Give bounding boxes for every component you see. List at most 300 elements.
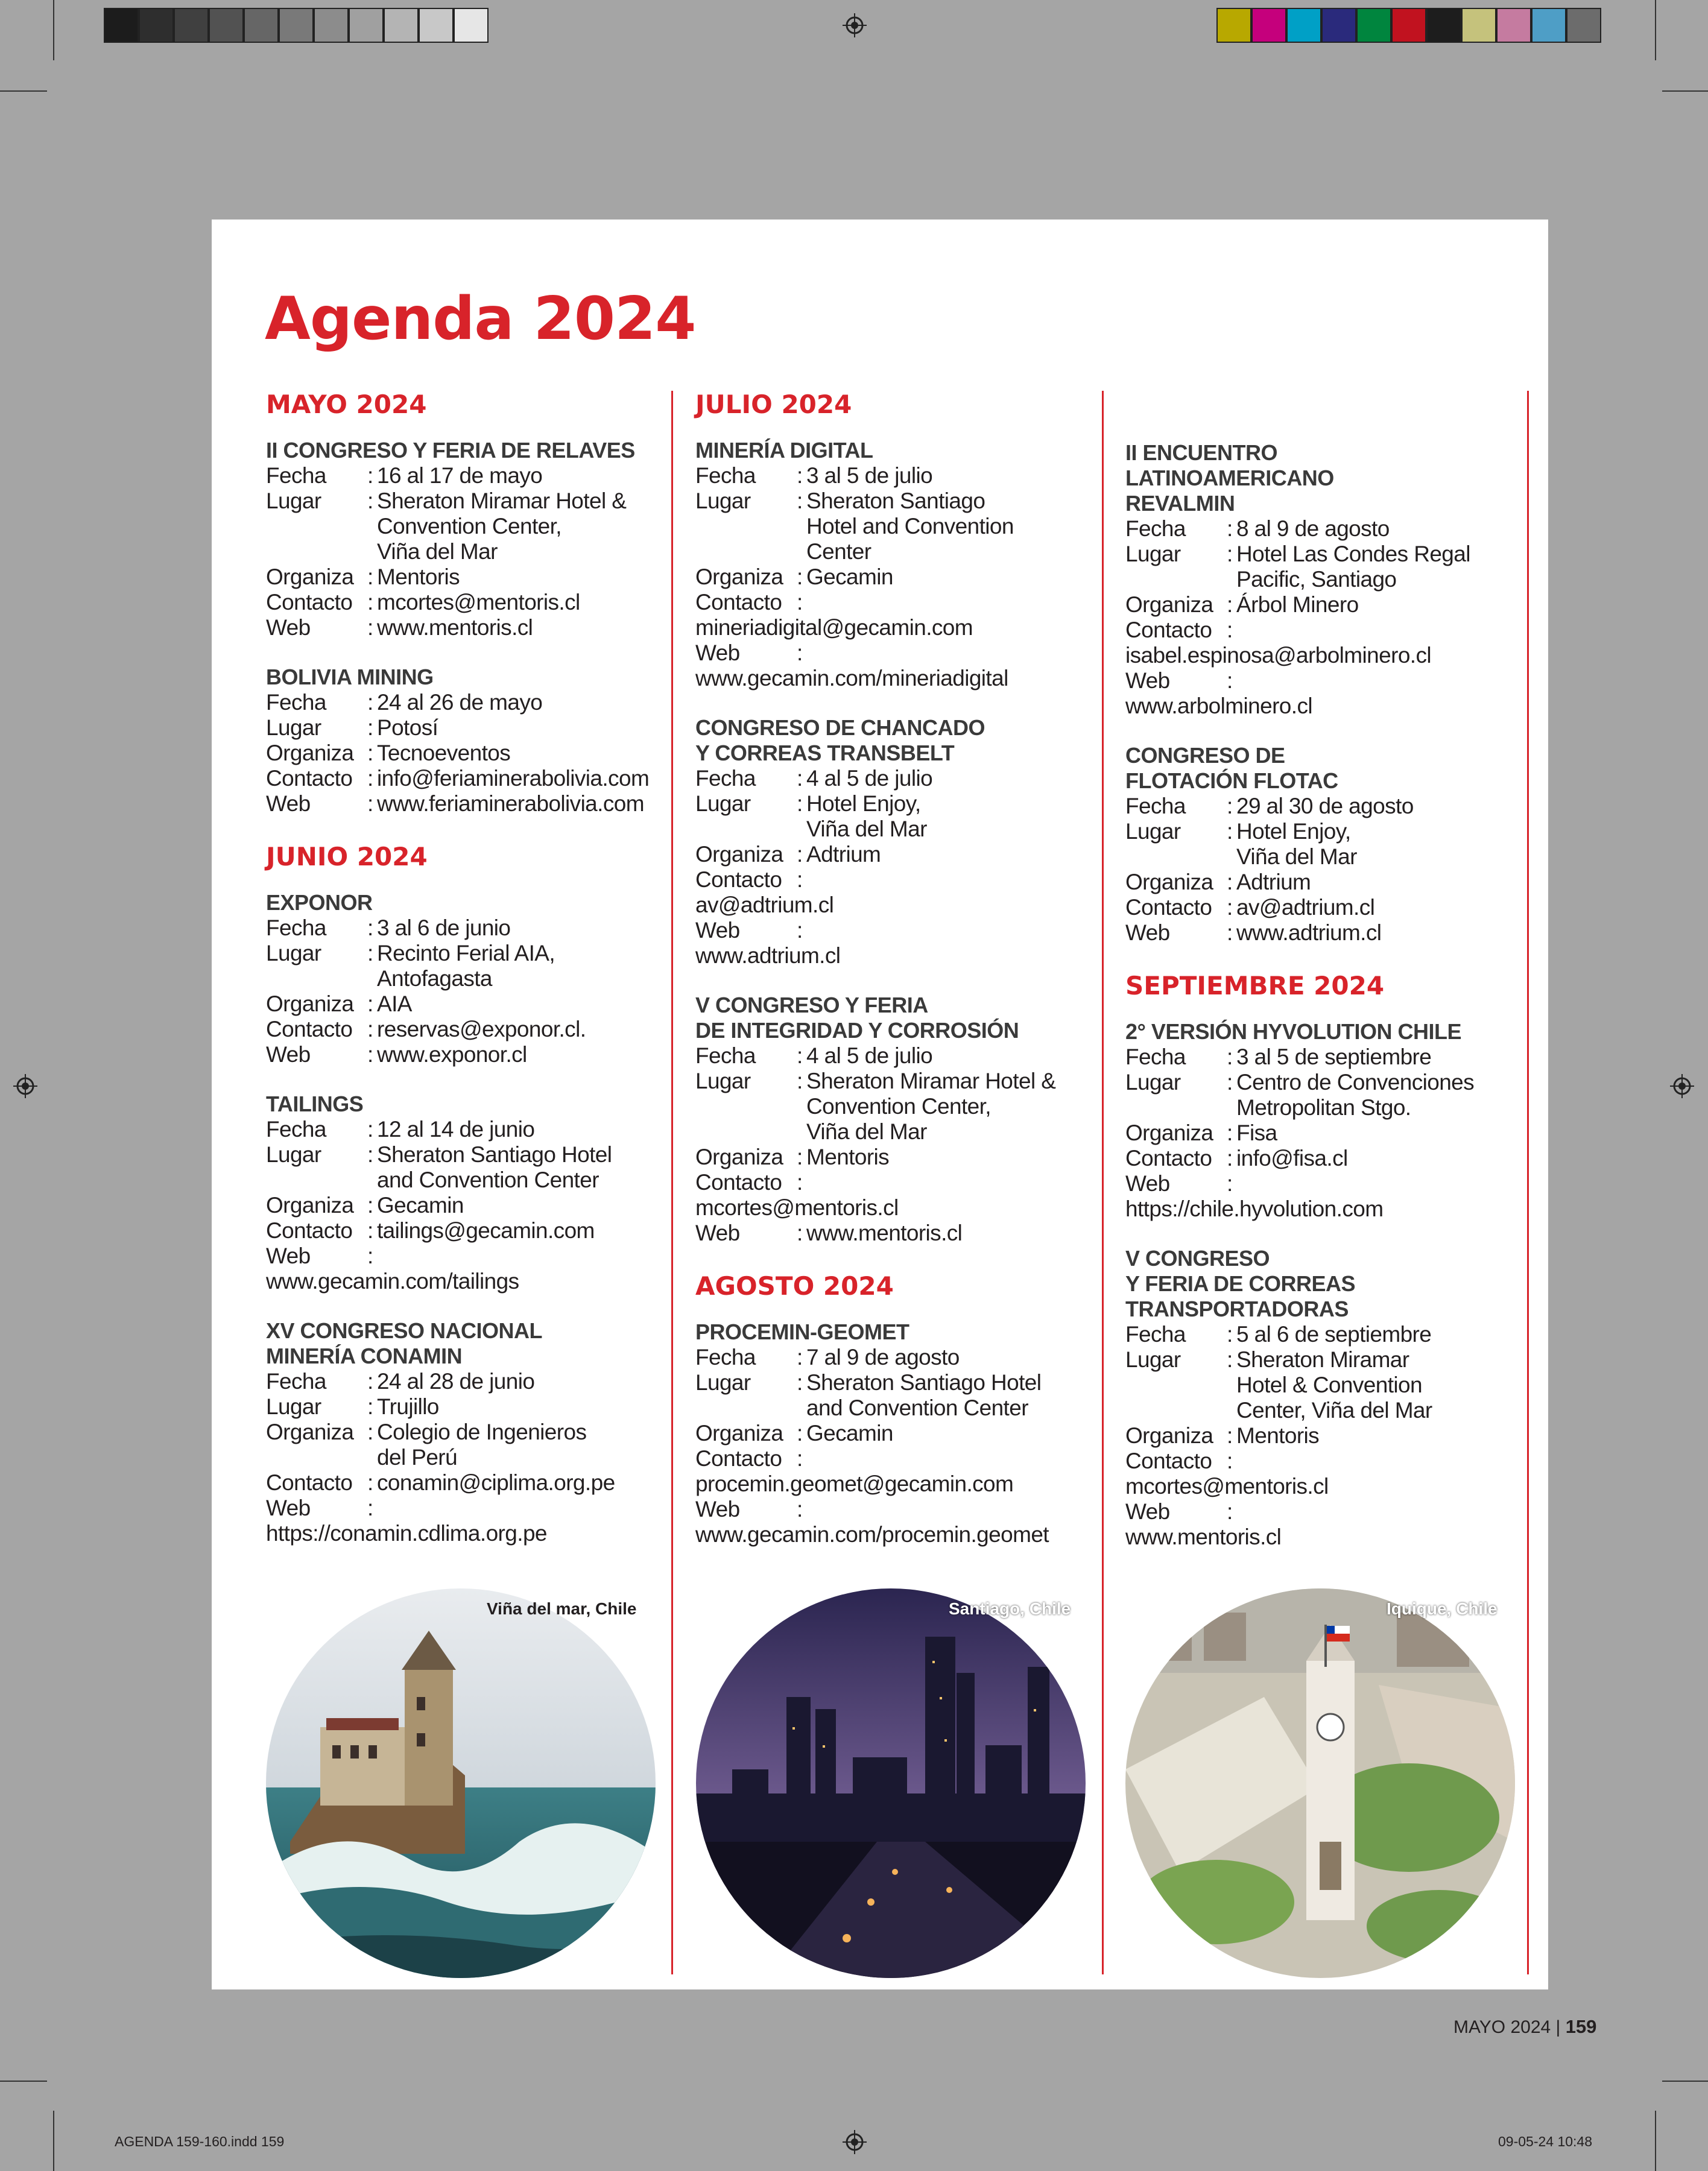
field-value: Gecamin bbox=[806, 1421, 893, 1446]
field-colon: : bbox=[367, 991, 373, 1016]
folio-separator: | bbox=[1555, 2017, 1566, 2037]
field-colon: : bbox=[1227, 1120, 1233, 1145]
field-label: Web bbox=[266, 1496, 311, 1520]
field-label: Fecha bbox=[266, 1117, 326, 1142]
field-value-wrapped[interactable]: procemin.geomet@gecamin.com bbox=[695, 1471, 1014, 1496]
field-value-wrapped[interactable]: isabel.espinosa@arbolminero.cl bbox=[1125, 643, 1431, 668]
event-field-organiza bbox=[1125, 592, 1523, 618]
field-value bbox=[1236, 1499, 1523, 1525]
field-label: Fecha bbox=[1125, 1322, 1186, 1347]
field-value: Hotel Enjoy, Viña del Mar bbox=[806, 791, 927, 841]
field-value: 7 al 9 de agosto bbox=[806, 1345, 960, 1370]
field-colon: : bbox=[367, 564, 373, 589]
field-label: Contacto bbox=[695, 867, 782, 892]
field-label: Fecha bbox=[266, 690, 326, 715]
column-divider bbox=[1102, 391, 1104, 1974]
field-value: AIA bbox=[377, 991, 412, 1016]
field-value bbox=[1236, 618, 1523, 643]
field-value bbox=[806, 867, 1093, 893]
photo-vina-del-mar bbox=[266, 1588, 656, 1978]
field-colon: : bbox=[367, 1420, 373, 1444]
field-value: Mentoris bbox=[377, 564, 460, 589]
field-label: Web bbox=[1125, 1499, 1170, 1524]
event-field-fecha bbox=[1125, 1322, 1523, 1347]
event-field-lugar bbox=[266, 488, 664, 564]
field-value-wrapped[interactable]: mcortes@mentoris.cl bbox=[1125, 1474, 1329, 1499]
event-title: CONGRESO DE FLOTACIÓN FLOTAC bbox=[1125, 743, 1338, 793]
field-colon: : bbox=[367, 791, 373, 816]
gray-swatch bbox=[314, 8, 349, 43]
photo-caption: Viña del mar, Chile bbox=[487, 1599, 637, 1618]
field-value bbox=[377, 1496, 664, 1521]
event-field-fecha bbox=[1125, 1044, 1523, 1070]
field-colon: : bbox=[797, 842, 803, 867]
gray-swatch bbox=[209, 8, 244, 43]
agenda-event bbox=[1125, 1019, 1523, 1222]
field-label: Fecha bbox=[1125, 1044, 1186, 1069]
event-field-fecha bbox=[266, 915, 664, 941]
field-label: Fecha bbox=[695, 766, 756, 791]
field-label: Contacto bbox=[266, 590, 353, 615]
field-label: Lugar bbox=[266, 715, 321, 740]
field-colon: : bbox=[367, 1470, 373, 1495]
field-colon: : bbox=[797, 1345, 803, 1370]
field-colon: : bbox=[1227, 618, 1233, 642]
event-field-web bbox=[1125, 1499, 1523, 1525]
field-value: Adtrium bbox=[1236, 870, 1311, 894]
event-field-fecha bbox=[695, 766, 1093, 791]
event-field-web bbox=[266, 791, 664, 817]
event-field-organiza bbox=[266, 1420, 664, 1470]
field-label: Contacto bbox=[695, 1170, 782, 1195]
field-value: Colegio de Ingenieros del Perú bbox=[377, 1420, 587, 1470]
field-label: Organiza bbox=[1125, 592, 1213, 617]
field-label: Fecha bbox=[1125, 794, 1186, 818]
field-colon: : bbox=[797, 918, 803, 943]
agenda-event bbox=[1125, 1246, 1523, 1550]
gray-color-bar bbox=[104, 8, 489, 43]
field-label: Organiza bbox=[266, 1420, 354, 1444]
field-colon: : bbox=[797, 1043, 803, 1068]
event-field-web bbox=[1125, 1171, 1523, 1196]
event-field-web bbox=[695, 1497, 1093, 1522]
field-value: Sheraton Miramar Hotel & Convention Center, Viña del Mar bbox=[377, 488, 627, 564]
month-heading: JULIO 2024 bbox=[695, 390, 852, 419]
event-title: II ENCUENTRO LATINOAMERICANO REVALMIN bbox=[1125, 440, 1334, 516]
field-label: Web bbox=[1125, 668, 1170, 693]
field-label: Lugar bbox=[1125, 1347, 1181, 1372]
field-label: Organiza bbox=[695, 842, 783, 867]
field-colon: : bbox=[797, 1370, 803, 1395]
event-title: PROCEMIN-GEOMET bbox=[695, 1319, 909, 1344]
event-field-fecha bbox=[1125, 794, 1523, 819]
field-value: Sheraton Miramar Hotel & Convention Center, Viña del Mar bbox=[1236, 1347, 1432, 1423]
registration-mark-right bbox=[1670, 1074, 1694, 1098]
field-colon: : bbox=[367, 1117, 373, 1142]
column-divider bbox=[671, 391, 673, 1974]
field-value: Trujillo bbox=[377, 1394, 439, 1419]
crop-mark bbox=[1662, 90, 1708, 92]
field-value bbox=[806, 1446, 1093, 1471]
field-label: Web bbox=[266, 1244, 311, 1268]
field-value[interactable]: av@adtrium.cl bbox=[1236, 895, 1375, 920]
field-label: Contacto bbox=[695, 590, 782, 615]
photo-caption: Iquique, Chile bbox=[1387, 1599, 1498, 1618]
field-value: 12 al 14 de junio bbox=[377, 1117, 535, 1142]
event-field-web bbox=[1125, 920, 1523, 946]
event-field-contacto bbox=[266, 1470, 664, 1496]
event-title: 2° VERSIÓN HYVOLUTION CHILE bbox=[1125, 1019, 1461, 1044]
field-label: Lugar bbox=[1125, 1070, 1181, 1095]
event-field-web bbox=[695, 640, 1093, 666]
field-colon: : bbox=[797, 488, 803, 513]
folio-month: MAYO 2024 bbox=[1453, 2017, 1551, 2037]
field-value-wrapped[interactable]: https://conamin.cdlima.org.pe bbox=[266, 1521, 547, 1546]
field-value: Adtrium bbox=[806, 842, 881, 867]
event-field-organiza bbox=[266, 741, 664, 766]
color-swatch bbox=[1496, 8, 1531, 43]
event-field-fecha bbox=[266, 1117, 664, 1142]
color-swatch bbox=[1321, 8, 1356, 43]
event-field-lugar bbox=[1125, 819, 1523, 870]
field-value: Gecamin bbox=[377, 1193, 464, 1218]
crop-mark bbox=[0, 90, 47, 92]
slug-file: AGENDA 159-160.indd 159 bbox=[115, 2134, 285, 2149]
field-colon: : bbox=[367, 488, 373, 513]
field-colon: : bbox=[797, 791, 803, 816]
field-colon: : bbox=[1227, 920, 1233, 945]
field-value-wrapped[interactable]: www.gecamin.com/mineriadigital bbox=[695, 666, 1008, 690]
event-field-organiza bbox=[266, 564, 664, 590]
event-field-organiza bbox=[1125, 1423, 1523, 1449]
field-value: Centro de Convenciones Metropolitan Stgo. bbox=[1236, 1070, 1475, 1120]
field-label: Lugar bbox=[266, 1394, 321, 1419]
field-value-wrapped[interactable]: mcortes@mentoris.cl bbox=[695, 1195, 899, 1220]
field-value[interactable]: tailings@gecamin.com bbox=[377, 1218, 595, 1243]
agenda-event bbox=[1125, 440, 1523, 719]
field-label: Lugar bbox=[266, 1142, 321, 1167]
color-swatch bbox=[1251, 8, 1286, 43]
event-title: EXPONOR bbox=[266, 890, 373, 915]
field-value: Fisa bbox=[1236, 1120, 1277, 1145]
field-colon: : bbox=[1227, 794, 1233, 818]
field-colon: : bbox=[797, 1145, 803, 1169]
event-field-lugar bbox=[266, 1142, 664, 1193]
event-field-web bbox=[266, 1042, 664, 1067]
field-value: Hotel Las Condes Regal Pacific, Santiago bbox=[1236, 542, 1470, 592]
field-value-wrapped[interactable]: www.gecamin.com/tailings bbox=[266, 1269, 519, 1294]
field-value-wrapped[interactable]: www.mentoris.cl bbox=[1125, 1525, 1282, 1549]
field-value: Sheraton Santiago Hotel and Convention Center bbox=[806, 1370, 1042, 1420]
field-label: Lugar bbox=[695, 1069, 751, 1093]
photo-caption: Santiago, Chile bbox=[949, 1599, 1071, 1618]
event-field-fecha bbox=[266, 463, 664, 488]
field-value-wrapped[interactable]: av@adtrium.cl bbox=[695, 893, 834, 917]
field-colon: : bbox=[797, 766, 803, 791]
event-field-fecha bbox=[695, 1345, 1093, 1370]
field-colon: : bbox=[1227, 1146, 1233, 1171]
field-label: Fecha bbox=[695, 463, 756, 488]
field-colon: : bbox=[1227, 592, 1233, 617]
field-label: Organiza bbox=[266, 1193, 354, 1218]
event-title: II CONGRESO Y FERIA DE RELAVES bbox=[266, 438, 635, 463]
field-colon: : bbox=[367, 715, 373, 740]
field-colon: : bbox=[1227, 1044, 1233, 1069]
field-colon: : bbox=[367, 1142, 373, 1167]
agenda-event bbox=[266, 890, 664, 1067]
field-colon: : bbox=[367, 615, 373, 640]
event-field-lugar bbox=[266, 1394, 664, 1420]
color-swatch bbox=[1566, 8, 1601, 43]
field-value-wrapped[interactable]: www.arbolminero.cl bbox=[1125, 694, 1312, 718]
field-label: Web bbox=[695, 640, 740, 665]
event-field-contacto bbox=[266, 1218, 664, 1244]
field-value bbox=[1236, 668, 1523, 694]
event-field-contacto bbox=[695, 590, 1093, 615]
field-value[interactable]: www.mentoris.cl bbox=[377, 615, 533, 640]
field-label: Web bbox=[695, 918, 740, 943]
folio-page-number: 159 bbox=[1565, 2016, 1597, 2037]
field-value: Tecnoeventos bbox=[377, 741, 511, 765]
field-value[interactable]: info@fisa.cl bbox=[1236, 1146, 1348, 1171]
field-value[interactable]: www.exponor.cl bbox=[377, 1042, 527, 1067]
field-label: Fecha bbox=[695, 1043, 756, 1068]
field-label: Lugar bbox=[266, 941, 321, 965]
field-colon: : bbox=[367, 915, 373, 940]
event-title: XV CONGRESO NACIONAL MINERÍA CONAMIN bbox=[266, 1318, 543, 1368]
field-value: 24 al 28 de junio bbox=[377, 1369, 535, 1394]
field-value[interactable]: www.feriaminerabolivia.com bbox=[377, 791, 644, 816]
event-title: CONGRESO DE CHANCADO Y CORREAS TRANSBELT bbox=[695, 715, 985, 765]
column-divider bbox=[1527, 391, 1529, 1974]
event-field-organiza bbox=[695, 1421, 1093, 1446]
field-label: Lugar bbox=[695, 488, 751, 513]
field-colon: : bbox=[1227, 516, 1233, 541]
field-colon: : bbox=[797, 867, 803, 892]
event-field-organiza bbox=[266, 1193, 664, 1218]
field-colon: : bbox=[1227, 895, 1233, 920]
event-field-web bbox=[695, 1221, 1093, 1246]
photo-iquique bbox=[1125, 1588, 1515, 1978]
field-value[interactable]: reservas@exponor.cl. bbox=[377, 1017, 586, 1041]
event-field-organiza bbox=[1125, 1120, 1523, 1146]
event-field-web bbox=[1125, 668, 1523, 694]
month-heading: MAYO 2024 bbox=[266, 390, 427, 419]
field-label: Web bbox=[695, 1221, 740, 1245]
field-colon: : bbox=[1227, 1322, 1233, 1347]
field-value[interactable]: conamin@ciplima.org.pe bbox=[377, 1470, 615, 1495]
field-value: Sheraton Miramar Hotel & Convention Center, Viña del Mar bbox=[806, 1069, 1056, 1144]
field-label: Lugar bbox=[266, 488, 321, 513]
agenda-event bbox=[695, 993, 1093, 1246]
field-value: Gecamin bbox=[806, 564, 893, 589]
agenda-event bbox=[1125, 743, 1523, 946]
event-field-contacto bbox=[266, 1017, 664, 1042]
field-value-wrapped[interactable]: www.adtrium.cl bbox=[695, 943, 841, 968]
event-field-lugar bbox=[266, 715, 664, 741]
field-colon: : bbox=[367, 1042, 373, 1067]
field-label: Lugar bbox=[1125, 819, 1181, 844]
agenda-event bbox=[695, 1319, 1093, 1547]
event-field-web bbox=[695, 918, 1093, 943]
field-label: Lugar bbox=[1125, 542, 1181, 566]
event-field-contacto bbox=[1125, 895, 1523, 920]
field-label: Organiza bbox=[266, 741, 354, 765]
event-field-contacto bbox=[695, 1170, 1093, 1195]
field-label: Organiza bbox=[695, 1421, 783, 1446]
event-field-lugar bbox=[695, 791, 1093, 842]
field-colon: : bbox=[1227, 1171, 1233, 1196]
event-title: TAILINGS bbox=[266, 1092, 364, 1116]
month-heading: AGOSTO 2024 bbox=[695, 1271, 894, 1301]
field-colon: : bbox=[797, 590, 803, 615]
field-value[interactable]: mcortes@mentoris.cl bbox=[377, 590, 580, 615]
event-field-fecha bbox=[695, 1043, 1093, 1069]
field-value bbox=[377, 1244, 664, 1269]
event-field-contacto bbox=[1125, 1449, 1523, 1474]
field-value[interactable]: www.adtrium.cl bbox=[1236, 920, 1382, 945]
agenda-event bbox=[266, 665, 664, 817]
color-swatch bbox=[1461, 8, 1496, 43]
event-title: BOLIVIA MINING bbox=[266, 665, 434, 689]
agenda-event bbox=[266, 1092, 664, 1294]
field-colon: : bbox=[367, 1017, 373, 1041]
field-label: Fecha bbox=[1125, 516, 1186, 541]
color-swatch bbox=[1286, 8, 1321, 43]
field-value bbox=[806, 640, 1093, 666]
field-value bbox=[806, 1497, 1093, 1522]
field-colon: : bbox=[797, 463, 803, 488]
field-label: Web bbox=[266, 615, 311, 640]
color-swatch bbox=[1356, 8, 1391, 43]
field-colon: : bbox=[367, 690, 373, 715]
gray-swatch bbox=[279, 8, 314, 43]
field-colon: : bbox=[797, 1221, 803, 1245]
color-swatch bbox=[1216, 8, 1251, 43]
field-value[interactable]: info@feriaminerabolivia.com bbox=[377, 766, 650, 791]
field-label: Web bbox=[695, 1497, 740, 1522]
color-swatch bbox=[1531, 8, 1566, 43]
event-field-organiza bbox=[695, 564, 1093, 590]
event-field-web bbox=[266, 1244, 664, 1269]
field-value-wrapped[interactable]: https://chile.hyvolution.com bbox=[1125, 1196, 1384, 1221]
event-field-lugar bbox=[695, 488, 1093, 564]
crop-mark bbox=[0, 2081, 47, 2082]
gray-swatch bbox=[349, 8, 384, 43]
gray-swatch bbox=[454, 8, 489, 43]
field-colon: : bbox=[1227, 819, 1233, 844]
month-heading: JUNIO 2024 bbox=[266, 842, 428, 871]
agenda-column-3 bbox=[1125, 388, 1523, 1574]
crop-mark bbox=[1655, 2111, 1656, 2171]
field-label: Lugar bbox=[695, 1370, 751, 1395]
field-label: Contacto bbox=[1125, 895, 1212, 920]
field-value bbox=[1236, 1171, 1523, 1196]
field-colon: : bbox=[367, 766, 373, 791]
field-value: 3 al 5 de septiembre bbox=[1236, 1044, 1432, 1069]
field-colon: : bbox=[1227, 668, 1233, 693]
field-label: Organiza bbox=[695, 1145, 783, 1169]
event-field-lugar bbox=[695, 1370, 1093, 1421]
field-colon: : bbox=[797, 640, 803, 665]
field-label: Contacto bbox=[266, 1470, 353, 1495]
event-field-web bbox=[266, 615, 664, 640]
field-colon: : bbox=[797, 1421, 803, 1446]
event-field-contacto bbox=[266, 766, 664, 791]
field-value: Mentoris bbox=[1236, 1423, 1320, 1448]
field-label: Contacto bbox=[1125, 618, 1212, 642]
field-label: Organiza bbox=[1125, 870, 1213, 894]
field-colon: : bbox=[797, 1497, 803, 1522]
field-label: Organiza bbox=[266, 564, 354, 589]
field-colon: : bbox=[1227, 542, 1233, 566]
event-field-fecha bbox=[1125, 516, 1523, 542]
agenda-event bbox=[695, 715, 1093, 969]
field-label: Fecha bbox=[266, 915, 326, 940]
event-field-contacto bbox=[1125, 618, 1523, 643]
field-value-wrapped[interactable]: www.gecamin.com/procemin.geomet bbox=[695, 1522, 1049, 1547]
field-value: 24 al 26 de mayo bbox=[377, 690, 543, 715]
field-colon: : bbox=[1227, 1449, 1233, 1473]
field-value: Mentoris bbox=[806, 1145, 890, 1169]
field-label: Contacto bbox=[1125, 1449, 1212, 1473]
registration-mark-top bbox=[843, 13, 867, 37]
field-label: Organiza bbox=[695, 564, 783, 589]
field-label: Organiza bbox=[1125, 1120, 1213, 1145]
field-colon: : bbox=[797, 1170, 803, 1195]
field-value: Potosí bbox=[377, 715, 438, 740]
agenda-event bbox=[266, 438, 664, 640]
field-colon: : bbox=[1227, 1423, 1233, 1448]
event-field-organiza bbox=[266, 991, 664, 1017]
field-label: Web bbox=[1125, 920, 1170, 945]
field-value: 29 al 30 de agosto bbox=[1236, 794, 1414, 818]
field-value-wrapped[interactable]: mineriadigital@gecamin.com bbox=[695, 615, 973, 640]
field-colon: : bbox=[797, 1446, 803, 1471]
field-value: 3 al 5 de julio bbox=[806, 463, 933, 488]
event-field-fecha bbox=[695, 463, 1093, 488]
event-field-organiza bbox=[695, 1145, 1093, 1170]
crop-mark bbox=[1662, 2081, 1708, 2082]
field-label: Fecha bbox=[695, 1345, 756, 1370]
field-label: Organiza bbox=[1125, 1423, 1213, 1448]
event-field-lugar bbox=[1125, 1070, 1523, 1120]
event-field-lugar bbox=[1125, 1347, 1523, 1423]
event-title: V CONGRESO Y FERIA DE CORREAS TRANSPORTADORAS bbox=[1125, 1246, 1356, 1321]
field-colon: : bbox=[1227, 1347, 1233, 1372]
gray-swatch bbox=[244, 8, 279, 43]
photo-santiago bbox=[696, 1588, 1086, 1978]
field-colon: : bbox=[1227, 1070, 1233, 1095]
field-value[interactable]: www.mentoris.cl bbox=[806, 1221, 963, 1245]
field-value bbox=[1236, 1449, 1523, 1474]
field-colon: : bbox=[797, 1069, 803, 1093]
gray-swatch bbox=[139, 8, 174, 43]
crop-mark bbox=[1655, 0, 1656, 60]
event-title: V CONGRESO Y FERIA DE INTEGRIDAD Y CORROSIÓN bbox=[695, 993, 1019, 1043]
event-field-contacto bbox=[1125, 1146, 1523, 1171]
field-value bbox=[806, 918, 1093, 943]
field-value: 4 al 5 de julio bbox=[806, 766, 933, 791]
crop-mark bbox=[53, 0, 54, 60]
registration-mark-bottom bbox=[843, 2130, 867, 2154]
event-field-organiza bbox=[695, 842, 1093, 867]
field-colon: : bbox=[367, 1193, 373, 1218]
event-field-lugar bbox=[266, 941, 664, 991]
field-colon: : bbox=[1227, 870, 1233, 894]
gray-swatch bbox=[174, 8, 209, 43]
field-colon: : bbox=[367, 941, 373, 965]
